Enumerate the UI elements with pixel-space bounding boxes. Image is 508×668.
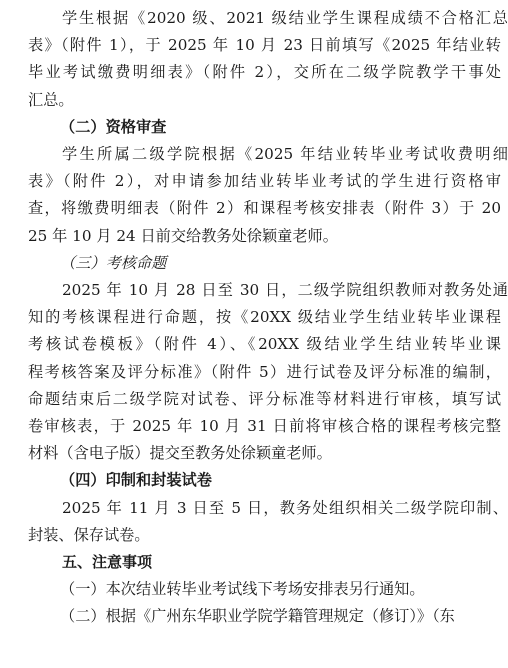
paragraph-line: 学生所属二级学院根据《2025 年结业转毕业考试收费明细 xyxy=(62,145,508,163)
paragraph-line: 命题结束后二级学院对试卷、评分标准等材料进行审核，填写试 xyxy=(28,389,501,408)
paragraph-line: 表》（附件 2），对申请参加结业转毕业考试的学生进行资格审 xyxy=(28,172,501,191)
paragraph-line: 2025 年 11 月 3 日至 5 日，教务处组织相关二级学院印制、 xyxy=(62,498,508,517)
note-item: （一）本次结业转毕业考试线下考场安排表另行通知。 xyxy=(60,580,425,599)
section-heading: （三）考核命题 xyxy=(60,253,167,272)
paragraph-line: 材料（含电子版）提交至教务处徐颖童老师。 xyxy=(28,444,332,463)
paragraph-line: 25 年 10 月 24 日前交给教务处徐颖童老师。 xyxy=(28,226,338,245)
paragraph-line: 表》（附件 1），于 2025 年 10 月 23 日前填写《2025 年结业转 xyxy=(28,36,501,55)
note-item: （二）根据《广州东华职业学院学籍管理规定（修订）》（东 xyxy=(60,607,455,626)
section-heading: 五、注意事项 xyxy=(62,553,153,571)
paragraph-line: 知的考核课程进行命题，按《20XX 级结业学生结业转毕业课程 xyxy=(28,308,501,327)
paragraph-line: 封装、保存试卷。 xyxy=(28,525,150,544)
paragraph-line: 毕业考试缴费明细表》（附件 2），交所在二级学院教学干事处 xyxy=(28,63,501,82)
paragraph-line: 程考核答案及评分标准》（附件 5）进行试卷及评分标准的编制， xyxy=(28,362,501,381)
section-heading: （二）资格审查 xyxy=(60,117,167,136)
paragraph-line: 汇总。 xyxy=(28,90,74,109)
section-heading: （四）印制和封装试卷 xyxy=(60,471,212,490)
paragraph-line: 卷审核表，于 2025 年 10 月 31 日前将审核合格的课程考核完整 xyxy=(28,417,501,435)
paragraph-line: 考核试卷模板》（附件 4）、《20XX 级结业学生结业转毕业课 xyxy=(28,335,501,354)
paragraph-line: 2025 年 10 月 28 日至 30 日，二级学院组织教师对教务处通 xyxy=(62,281,508,299)
paragraph-line: 学生根据《2020 级、2021 级结业学生课程成绩不合格汇总 xyxy=(62,9,508,27)
paragraph-line: 查，将缴费明细表（附件 2）和课程考核安排表（附件 3）于 20 xyxy=(28,199,501,218)
